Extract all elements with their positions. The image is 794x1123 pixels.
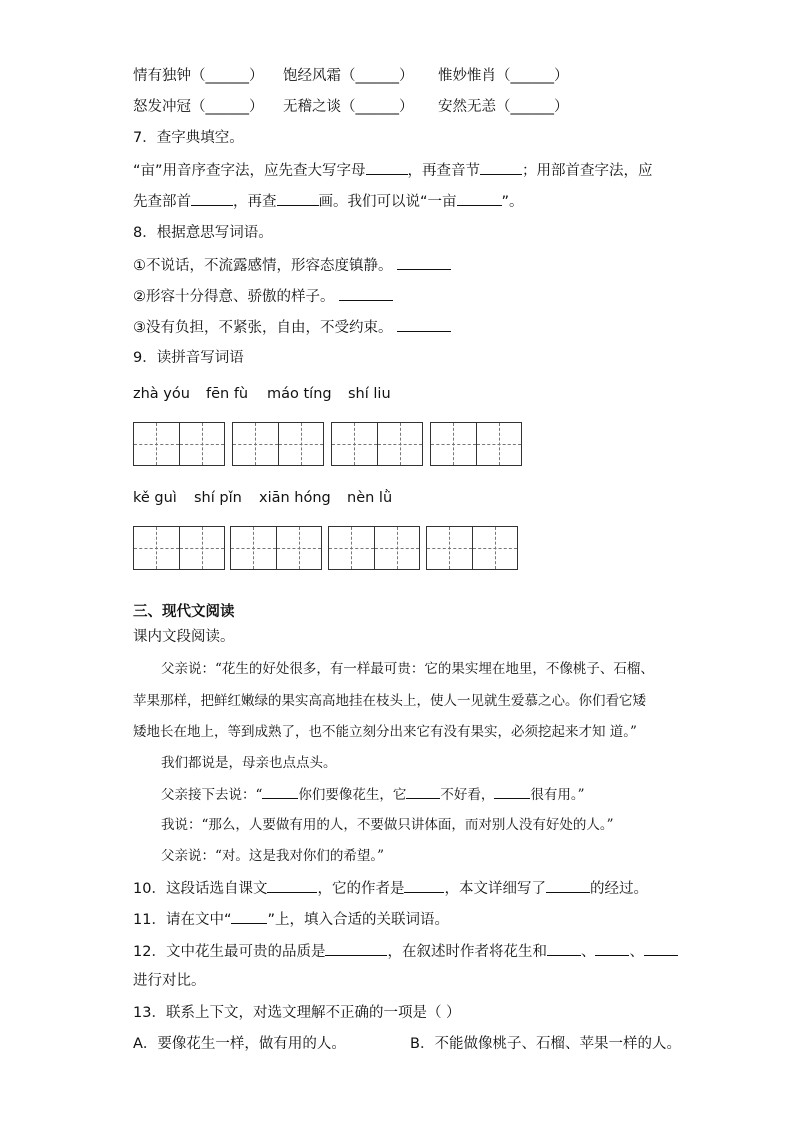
q7-title: 7．查字典填空。 [133, 130, 244, 146]
passage-line: 我说：“那么，人要做有用的人，不要做只讲体面，而对别人没有好处的人。” [161, 817, 614, 833]
idiom-item [438, 97, 569, 117]
q7-line2: 先查部首 ，再查 画。我们可以说“一亩 ”。 [133, 191, 524, 212]
pinyin-label: nèn lǜ [347, 490, 393, 506]
answer-blank[interactable] [547, 941, 581, 956]
passage-line: 我们都说是，母亲也点点头。 [161, 755, 337, 771]
q10: 10．这段话选自课文 ，它的作者是 ，本文详细写了 的经过。 [133, 878, 648, 899]
pinyin-label: shí pǐn [194, 490, 242, 506]
passage-line: 父亲说：“对。这是我对你们的希望。” [161, 848, 385, 864]
answer-blank[interactable] [262, 784, 298, 799]
writing-grid[interactable] [430, 422, 522, 466]
answer-blank[interactable] [231, 909, 267, 924]
passage-line: 父亲接下去说：“ 你们要像花生，它 不好看， 很有用。” [161, 784, 585, 805]
passage-line: 矮地长在地上，等到成熟了，也不能立刻分出来它有没有果实，必须挖起来才知 道。” [133, 724, 637, 740]
writing-grid[interactable] [230, 526, 322, 570]
idiom-blank[interactable]: （______） [191, 99, 264, 115]
answer-blank[interactable] [494, 784, 530, 799]
q13-option-a[interactable]: A．要像花生一样，做有用的人。 [133, 1036, 346, 1052]
pinyin-label: zhà yóu [133, 386, 190, 402]
idiom-item [438, 66, 569, 86]
idiom-word: 怒发冲冠 [133, 99, 191, 115]
answer-blank[interactable] [404, 878, 444, 893]
pinyin-label: fēn fù [206, 386, 249, 402]
writing-grid[interactable] [232, 422, 324, 466]
section-subheading: 课内文段阅读。 [133, 629, 235, 645]
q8-item: ③没有负担，不紧张，自由，不受约束。 [133, 317, 451, 338]
pinyin-label: shí liu [348, 386, 391, 402]
q8-title: 8．根据意思写词语。 [133, 225, 273, 241]
q8-item: ②形容十分得意、骄傲的样子。 [133, 286, 393, 307]
answer-blank[interactable] [397, 317, 451, 332]
writing-grid[interactable] [133, 422, 225, 466]
idiom-item [283, 66, 414, 86]
q12: 12．文中花生最可贵的品质是 ，在叙述时作者将花生和 、 、 [133, 941, 678, 962]
idiom-word: 无稽之谈 [283, 99, 341, 115]
q13: 13．联系上下文，对选文理解不正确的一项是（ ） [133, 1005, 461, 1021]
idiom-blank[interactable]: （______） [191, 68, 264, 84]
idiom-blank[interactable]: （______） [496, 68, 569, 84]
idiom-word: 惟妙惟肖 [438, 68, 496, 84]
idiom-item [133, 97, 264, 117]
pinyin-label: kě guì [133, 490, 177, 506]
idiom-blank[interactable]: （______） [341, 68, 414, 84]
passage-line: 父亲说：“花生的好处很多，有一样最可贵：它的果实埋在地里，不像桃子、石榴、 [161, 661, 654, 677]
writing-grid[interactable] [426, 526, 518, 570]
idiom-word: 安然无恙 [438, 99, 496, 115]
answer-blank[interactable] [267, 878, 317, 893]
q12-end: 进行对比。 [133, 973, 206, 989]
answer-blank[interactable] [277, 191, 319, 206]
answer-blank[interactable] [339, 286, 393, 301]
writing-grid[interactable] [133, 526, 225, 570]
answer-blank[interactable] [546, 878, 590, 893]
answer-blank[interactable] [406, 784, 440, 799]
q8-item: ①不说话，不流露感情，形容态度镇静。 [133, 255, 451, 276]
q7-line1: “亩”用音序查字法，应先查大写字母 ，再查音节 ；用部首查字法，应 [133, 160, 653, 181]
writing-grid[interactable] [328, 526, 420, 570]
idiom-item [283, 97, 414, 117]
answer-blank[interactable] [191, 191, 233, 206]
answer-blank[interactable] [325, 941, 387, 956]
section-heading: 三、现代文阅读 [133, 604, 235, 620]
idiom-blank[interactable]: （______） [496, 99, 569, 115]
idiom-word: 饱经风霜 [283, 68, 341, 84]
idiom-item [133, 66, 264, 86]
q13-option-b[interactable]: B．不能做像桃子、石榴、苹果一样的人。 [410, 1036, 681, 1052]
q9-title: 9．读拼音写词语 [133, 350, 244, 366]
answer-blank[interactable] [644, 941, 678, 956]
answer-blank[interactable] [366, 160, 408, 175]
passage-line: 苹果那样，把鲜红嫩绿的果实高高地挂在枝头上，使人一见就生爱慕之心。你们看它矮 [133, 693, 646, 709]
idiom-word: 情有独钟 [133, 68, 191, 84]
pinyin-label: xiān hóng [259, 490, 331, 506]
answer-blank[interactable] [457, 191, 502, 206]
answer-blank[interactable] [595, 941, 629, 956]
pinyin-label: máo tíng [267, 386, 332, 402]
idiom-blank[interactable]: （______） [341, 99, 414, 115]
q11: 11．请在文中“ ”上，填入合适的关联词语。 [133, 909, 449, 930]
answer-blank[interactable] [397, 255, 451, 270]
writing-grid[interactable] [331, 422, 423, 466]
answer-blank[interactable] [480, 160, 522, 175]
